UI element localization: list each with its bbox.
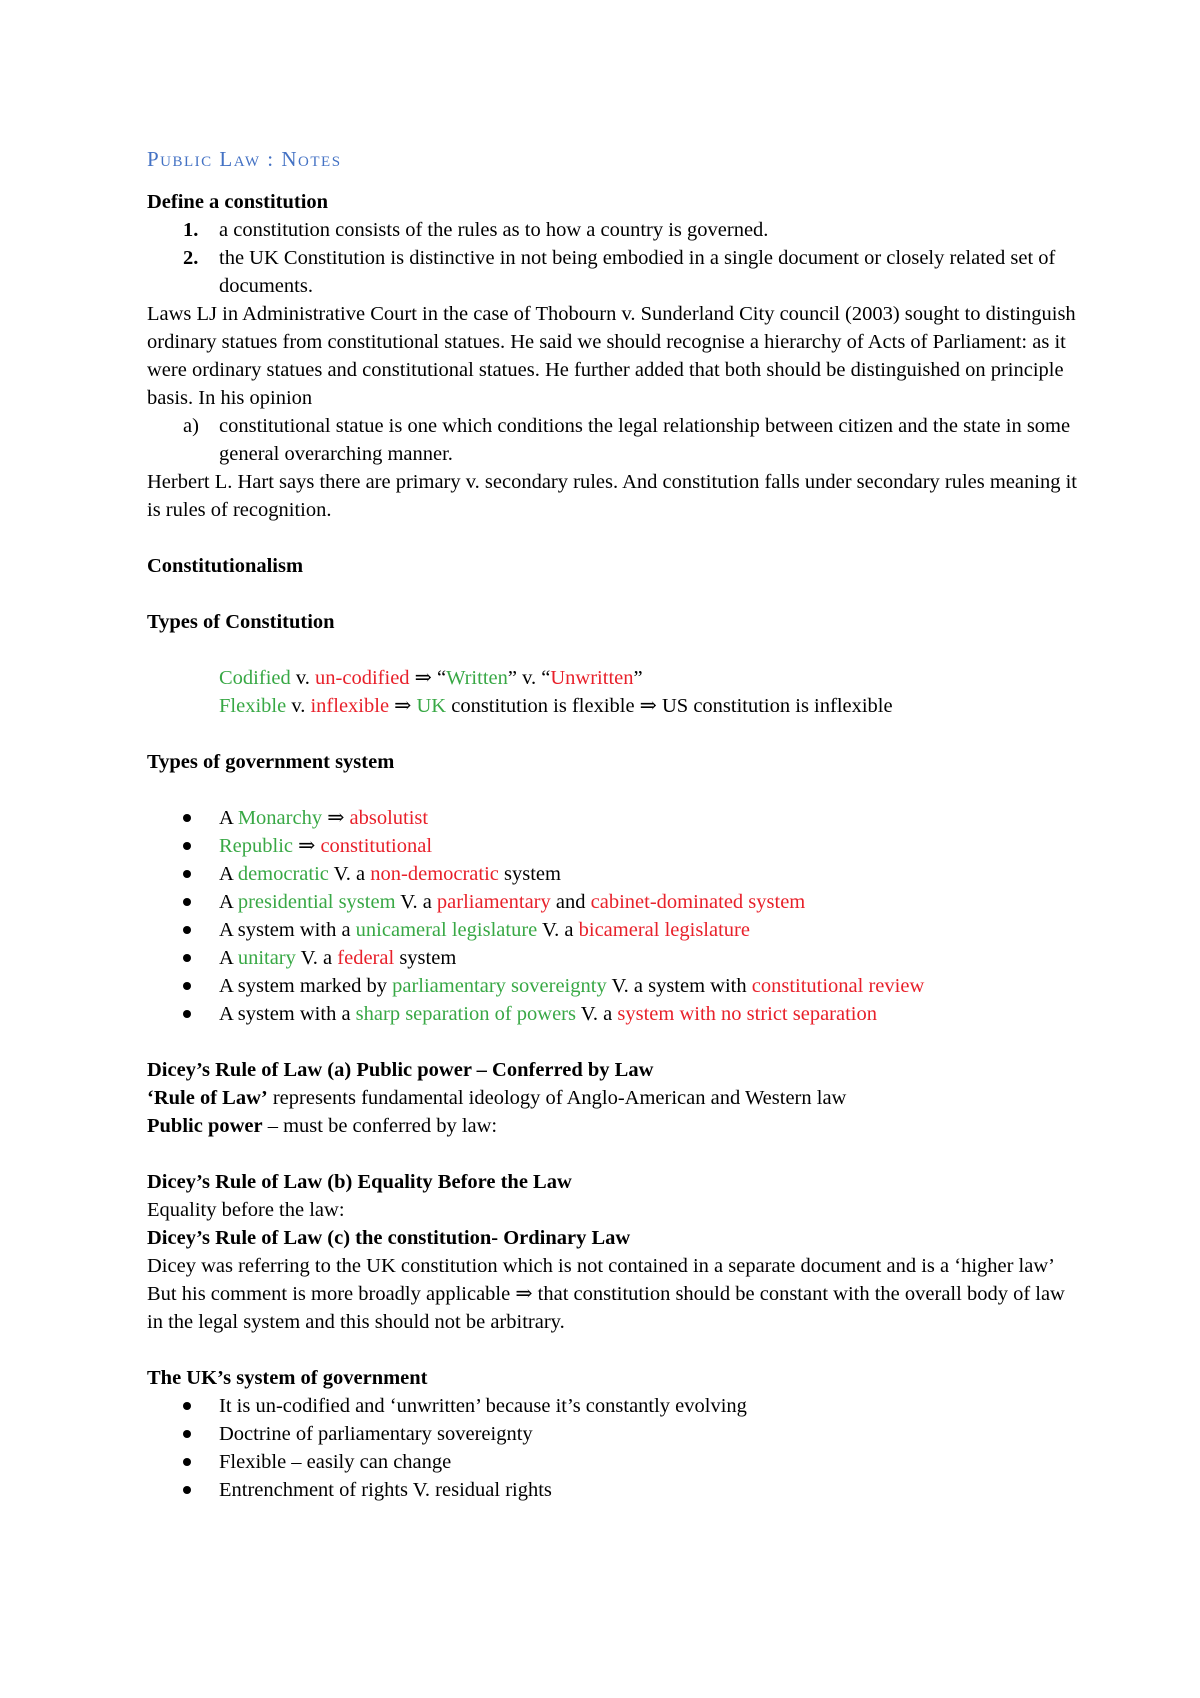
text-plain: A — [219, 863, 238, 885]
list-text: Doctrine of parliamentary sovereignty — [219, 1423, 533, 1445]
text-green: sharp separation of powers — [355, 1003, 576, 1025]
text-plain: V. a — [295, 947, 338, 969]
bullet-icon — [183, 898, 191, 906]
text-plain: – must be conferred by law: — [262, 1115, 498, 1137]
heading-dicey-b: Dicey’s Rule of Law (b) Equality Before the Law — [147, 1171, 572, 1193]
text-red: system with no strict separation — [617, 1003, 877, 1025]
heading-uk-system: The UK’s system of government — [147, 1367, 428, 1389]
text-red: inflexible — [310, 695, 390, 717]
heading-define-constitution: Define a constitution — [147, 191, 329, 213]
text-green: Republic — [219, 835, 294, 857]
paragraph-dicey-uk: Dicey was referring to the UK constitution which is not contained in a separate document and is a ‘higher law’ — [147, 1255, 1055, 1277]
bullet-icon — [183, 1458, 191, 1466]
paragraph-laws-lj: Laws LJ in Administrative Court in the case of Thobourn v. Sunderland City council (2003) sought to distinguish ordinary statues from constitutional statues. He said we should recognise a hierarchy of Acts of Parliament: as it were ordinary statues and constitutional statues. He further added that both should be distinguished on principle basis. In his opinion — [147, 303, 1076, 409]
text-red: bicameral legislature — [578, 919, 750, 941]
text-red: constitutional — [320, 835, 433, 857]
document-title: Public Law : Notes — [147, 147, 342, 171]
uk-system-list — [147, 1392, 1077, 1504]
rule-of-law-line — [147, 1084, 1077, 1112]
bullet-icon — [183, 1402, 191, 1410]
heading-dicey-a: Dicey’s Rule of Law (a) Public power – Conferred by Law — [147, 1059, 654, 1081]
text-green: Written — [446, 667, 508, 689]
government-system-list — [147, 804, 1077, 1028]
bullet-icon — [183, 1010, 191, 1018]
heading-types-constitution: Types of Constitution — [147, 611, 335, 633]
definition-item — [147, 216, 1077, 244]
constitution-line-codified — [147, 664, 1077, 692]
text-plain: v. — [286, 695, 311, 717]
paragraph-hart: Herbert L. Hart says there are primary v. secondary rules. And constitution falls under secondary rules meaning it is rules of recognition. — [147, 471, 1077, 521]
document-page — [147, 140, 1077, 1504]
list-text: constitutional statue is one which conditions the legal relationship between citizen and the state in some general overarching manner. — [219, 415, 1071, 465]
list-text: Entrenchment of rights V. residual rights — [219, 1479, 552, 1501]
government-system-item — [147, 1000, 1077, 1028]
bullet-icon — [183, 814, 191, 822]
text-plain: V. a — [395, 891, 437, 913]
government-system-item — [147, 804, 1077, 832]
text-red: un-codified — [315, 667, 410, 689]
list-text: It is un-codified and ‘unwritten’ because it’s constantly evolving — [219, 1395, 747, 1417]
bullet-icon — [183, 1430, 191, 1438]
text-green: Codified — [219, 667, 291, 689]
definition-item — [147, 244, 1077, 300]
text-plain: ⇒ “ — [409, 667, 447, 689]
text-plain: A — [219, 947, 238, 969]
list-item — [147, 1392, 1077, 1420]
text-plain: A — [219, 891, 238, 913]
text-plain: and — [550, 891, 591, 913]
opinion-list — [147, 412, 1077, 468]
text-plain: A system with a — [219, 919, 356, 941]
government-system-item — [147, 860, 1077, 888]
bullet-icon — [183, 1486, 191, 1494]
heading-government-system: Types of government system — [147, 751, 395, 773]
list-item — [147, 1448, 1077, 1476]
equality-line: Equality before the law: — [147, 1199, 345, 1221]
text-plain: ⇒ — [389, 695, 417, 717]
text-red: absolutist — [349, 807, 429, 829]
text-red: non-democratic — [370, 863, 499, 885]
government-system-item — [147, 972, 1077, 1000]
text-plain: V. a system with — [606, 975, 752, 997]
government-system-item — [147, 832, 1077, 860]
text-green: Monarchy — [237, 807, 323, 829]
text-plain: ⇒ — [293, 835, 321, 857]
definition-list — [147, 216, 1077, 300]
text-bold: Public power — [147, 1115, 263, 1137]
list-marker: 2. — [183, 247, 199, 269]
text-plain: A — [219, 807, 238, 829]
bullet-icon — [183, 982, 191, 990]
opinion-item — [147, 412, 1077, 468]
text-green: Flexible — [219, 695, 287, 717]
list-marker: a) — [183, 415, 199, 437]
bullet-icon — [183, 954, 191, 962]
government-system-item — [147, 888, 1077, 916]
text-plain: constitution is flexible ⇒ US constitution is inflexible — [446, 695, 893, 717]
text-plain: A system marked by — [219, 975, 393, 997]
text-green: unicameral legislature — [355, 919, 538, 941]
text-plain: system — [394, 947, 457, 969]
list-text: Flexible – easily can change — [219, 1451, 452, 1473]
list-marker: 1. — [183, 219, 199, 241]
text-plain: V. a — [328, 863, 371, 885]
text-red: parliamentary — [436, 891, 551, 913]
text-red: constitutional review — [751, 975, 925, 997]
list-item — [147, 1420, 1077, 1448]
text-plain: system — [498, 863, 561, 885]
constitution-line-flexible — [147, 692, 1077, 720]
list-text: the UK Constitution is distinctive in not being embodied in a single document or closely related set of documents. — [219, 247, 1056, 297]
heading-dicey-c: Dicey’s Rule of Law (c) the constitution- Ordinary Law — [147, 1227, 631, 1249]
bullet-icon — [183, 842, 191, 850]
text-plain: A system with a — [219, 1003, 356, 1025]
government-system-item — [147, 944, 1077, 972]
bullet-icon — [183, 926, 191, 934]
government-system-item — [147, 916, 1077, 944]
text-plain: represents fundamental ideology of Anglo-American and Western law — [267, 1087, 847, 1109]
text-red: Unwritten — [550, 667, 634, 689]
text-green: presidential system — [237, 891, 396, 913]
text-bold: ‘Rule of Law’ — [147, 1087, 268, 1109]
text-plain: ” — [633, 667, 643, 689]
text-red: federal — [337, 947, 395, 969]
text-plain: V. a — [537, 919, 579, 941]
text-plain: ⇒ — [322, 807, 350, 829]
text-plain: v. — [290, 667, 316, 689]
text-plain: ” v. “ — [507, 667, 551, 689]
text-plain: V. a — [575, 1003, 618, 1025]
public-power-line — [147, 1112, 1077, 1140]
heading-constitutionalism: Constitutionalism — [147, 555, 304, 577]
list-text: a constitution consists of the rules as to how a country is governed. — [219, 219, 769, 241]
paragraph-dicey-applicable: But his comment is more broadly applicable ⇒ that constitution should be constant with the overall body of law in the legal system and this should not be arbitrary. — [147, 1283, 1065, 1333]
text-green: democratic — [237, 863, 329, 885]
list-item — [147, 1476, 1077, 1504]
text-green: UK — [416, 695, 447, 717]
text-green: parliamentary sovereignty — [392, 975, 607, 997]
text-green: unitary — [237, 947, 296, 969]
text-red: cabinet-dominated system — [590, 891, 806, 913]
bullet-icon — [183, 870, 191, 878]
